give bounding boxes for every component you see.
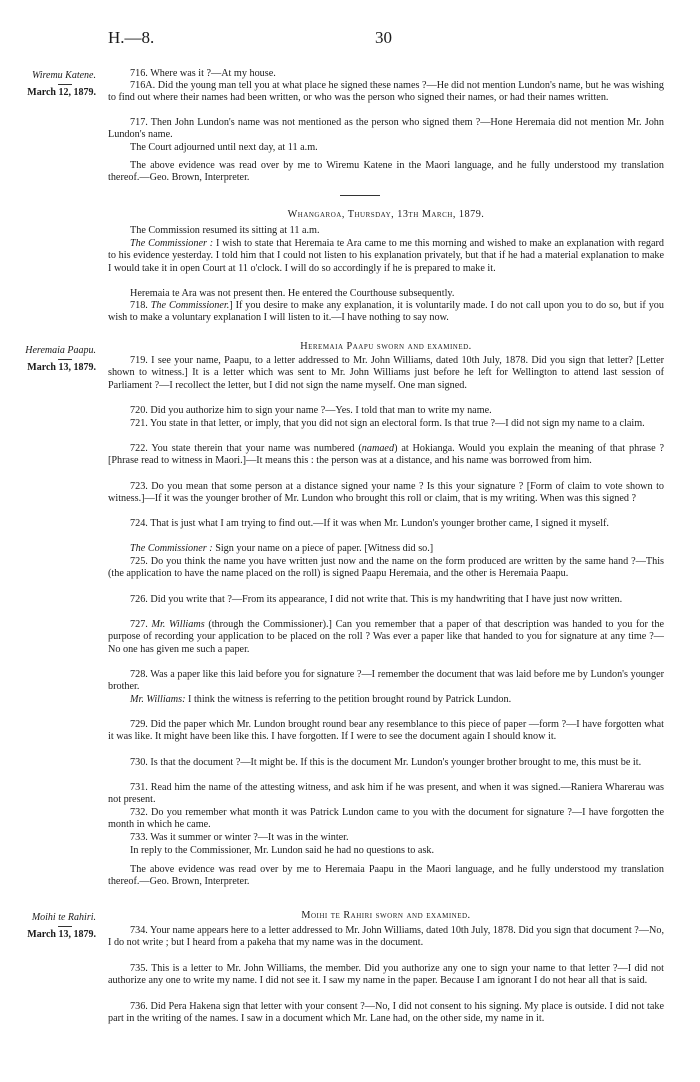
reply-note: In reply to the Commissioner, Mr. Lundon said he had no questions to ask. [130,845,435,856]
question-721: 721. You state in that letter, or imply, that you did not sign an electoral form. Is that true ?—I did not sign my name to a claim. [130,418,645,429]
speaker-label: Mr. Williams: [130,694,186,705]
section-divider [340,195,380,196]
maori-term: namaed [361,443,395,454]
speaker-label: The Commissioner : [130,543,213,554]
question-716a: 716A. Did the young man tell you at what place he signed these names ?—He did not mention Lundon's name, but he was wishing to find out where their names had been written, or who was the person who signed their names, or had their names written. [108,80,664,104]
question-719: 719. I see your name, Paapu, to a letter addressed to Mr. John Williams, dated 10th July, 1878. Did you sign that letter? [Letter shown to witness.] It is a letter which was sent to Mr. John Williams just before he left for Wellington to attend last session of Parliament ?—I recollect the letter, but I did not sign the name myself. One man signed. [108,355,664,391]
question-716: 716. Where was it ?—At my house. [130,68,276,79]
question-725: 725. Do you think the name you have written just now and the name on the form produced are written by the same hand ?—This (the application to have the name placed on the roll) is signed Paapu Heremaia, and the other is Heremaia Paapu. [108,556,664,580]
margin-date: March 13, 1879. [27,362,96,373]
question-720: 720. Did you authorize him to sign your name ?—Yes. I told that man to write my name. [130,405,492,416]
question-729: 729. Did the paper which Mr. Lundon brought round bear any resemblance to this piece of paper —form ?—I have forgotten what it was like. It might have been like this. I have forgotten. If I were to see the document again I should know it. [108,719,664,743]
question-736: 736. Did Pera Hakena sign that letter with your consent ?—No, I did not consent to his signing. My place is outside. I did not take part in the writing of the names. I saw in a document which Mr. Lane had, on the other side, my name in it. [108,1001,664,1025]
witness-heading-rahiri: Moihi te Rahiri sworn and examined. [301,910,471,921]
margin-note-rahiri [6,912,96,941]
margin-date: March 13, 1879. [27,929,96,940]
margin-divider [58,926,72,927]
question-732: 732. Do you remember what month it was Patrick Lundon came to you with the document for signature ?—I have forgotten the month in which he came. [108,807,664,831]
sitting-heading: Whangaroa, Thursday, 13th March, 1879. [287,209,485,220]
williams-remark: Mr. Williams: I think the witness is referring to the petition brought round by Patrick Lundon. [130,694,512,705]
question-717: 717. Then John Lundon's name was not mentioned as the person who signed them ?—Hone Heremaia did not mention Mr. John Lundon's name. [108,117,664,141]
speaker-label: The Commissioner : [130,238,214,249]
question-731: 731. Read him the name of the attesting witness, and ask him if he was present, and when it was signed.—Raniera Wharerau was not present. [108,782,664,806]
adjournment-note: The Court adjourned until next day, at 11 a.m. [130,142,318,153]
question-730: 730. Is that the document ?—It might be. If this is the document Mr. Lundon's younger brother brought to me, this must be it. [130,757,642,768]
question-735: 735. This is a letter to Mr. John Williams, the member. Did you authorize any one to sign your name to that letter ?—I did not authorize any one to write my name. I did not see it. I saw my name in the paper. Because I am ignorant I do not hear all that is said. [108,963,664,987]
witness-heading-paapu: Heremaia Paapu sworn and examined. [300,341,472,352]
margin-witness-name: Wiremu Katene. [31,70,96,81]
margin-divider [58,84,72,85]
margin-divider [58,359,72,360]
commissioner-statement: The Commissioner : I wish to state that Heremaia te Ara came to me this morning and wished to make an explanation with regard to his evidence yesterday. I told him that I could not listen to his explanation privately, but that if he had a material explanation to make I would take it in open Court at 11 o'clock. I will do so accordingly if he is prepared to make it. [108,238,664,274]
resumed-note: The Commission resumed its sitting at 11 a.m. [130,225,320,236]
not-present-note: Heremaia te Ara was not present then. He entered the Courthouse subsequently. [130,288,455,299]
question-726: 726. Did you write that ?—From its appearance, I did not write that. This is my handwriting that I have just now written. [130,594,623,605]
interpreter-certificate: The above evidence was read over by me to Heremaia Paapu in the Maori language, and he fully understood my translation thereof.—Geo. Brown, Interpreter. [108,864,664,888]
page-header [0,28,700,54]
question-724: 724. That is just what I am trying to find out.—If it was when Mr. Lundon's younger brother came, I signed it myself. [130,518,609,529]
speaker-label: Mr. Williams [151,619,205,630]
question-733: 733. Was it summer or winter ?—It was in the winter. [130,832,349,843]
question-723: 723. Do you mean that some person at a distance signed your name ? Is this your signature ? [Form of claim to vote shown to witness.]—If it was the younger brother of Mr. Lundon who brought this roll or claim, that is my writing. When was this signed ? [108,481,664,505]
report-reference: H.—8. [108,28,155,47]
page-number: 30 [375,28,392,47]
question-718: 718. The Commissioner.] If you desire to make any explanation, it is voluntarily made. I do not call upon you to do so, but if you wish to make a voluntary explanation I will listen to it.—I have nothing to say now. [108,300,664,324]
interpreter-certificate: The above evidence was read over by me to Wiremu Katene in the Maori language, and he fully understood my translation thereof.—Geo. Brown, Interpreter. [108,160,664,184]
question-734: 734. Your name appears here to a letter addressed to Mr. John Williams, dated 10th July, 1878. Did you sign that document ?—No, I do not write ; but I heard from a pakeha that my name was in the document. [108,925,664,949]
speaker-label: The Commissioner. [150,300,230,311]
margin-witness-name: Heremaia Paapu. [25,345,96,356]
margin-witness-name: Moihi te Rahiri. [31,912,96,923]
margin-note-katene [6,70,96,99]
margin-date: March 12, 1879. [27,87,96,98]
question-722: 722. You state therein that your name was numbered (namaed) at Hokianga. Would you explain the meaning of that phrase ? [Phrase read to witness in Maori.]—It means this : the person was at a distance, and his name was borrowed from him. [108,443,664,467]
margin-note-paapu [6,345,96,374]
question-728: 728. Was a paper like this laid before you for signature ?—I remember the document that was laid before me by Lundon's younger brother. [108,669,664,693]
question-727: 727. Mr. Williams (through the Commissioner).] Can you remember that a paper of that description was handed to you for the purpose of recording your application to be placed on the roll ? Was ever a paper like that handed to you for signature at any time ?—No one has given me such a paper. [108,619,664,655]
commissioner-instruction: The Commissioner : Sign your name on a piece of paper. [Witness did so.] [130,543,434,554]
